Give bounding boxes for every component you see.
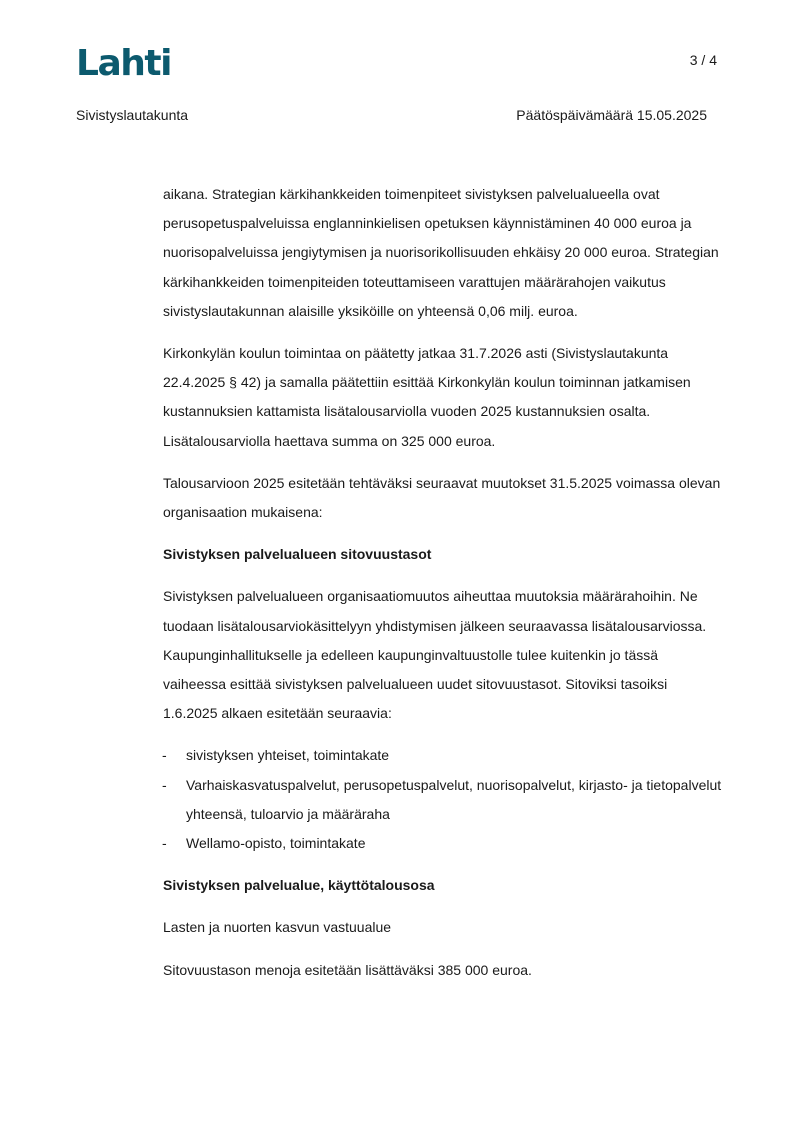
bullet-dash: - [162, 835, 167, 852]
bullet-dash: - [162, 776, 167, 793]
section-heading-operating-budget: Sivistyksen palvelualue, käyttötalousosa [163, 877, 435, 894]
paragraph-expense-increase: Sitovuustason menoja esitetään lisättäväksi 385 000 euroa. [163, 961, 532, 978]
paragraph-organization-change: Sivistyksen palvelualueen organisaatiomuutos aiheuttaa muutoksia määrärahoihin. Ne tuodaan lisätalousarviokäsittelyyn yhdistymisen jälkeen seuraavassa lisätalousarviossa. Kaupunginhallitukselle ja edelleen kaupunginvaltuustolle tulee kuitenkin jo tässä vaiheessa esittää sivistyksen palvelualueen uudet sitovuustasot. Sitoviksi tasoiksi 1.6.2025 alkaen esitetään seuraavia: [163, 588, 707, 722]
list-item [76, 771, 723, 829]
document-body [163, 180, 723, 998]
list-item-text: sivistyksen yhteiset, toimintakate [186, 747, 390, 764]
lahti-logo: Lahti [76, 43, 171, 84]
commitment-level-list [76, 741, 723, 858]
paragraph-kirkonkyla-school: Kirkonkylän koulun toimintaa on päätetty jatkaa 31.7.2026 asti (Sivistyslautakunta 22.4.2025 § 42) ja samalla päätettiin esittää Kirkonkylän koulun toiminnan jatkamisen kustannuksien kattamista lisätalousarviolla vuoden 2025 kustannuksien osalta. Lisätalousarviolla haettava summa on 325 000 euroa. [163, 345, 691, 449]
organization-name: Sivistyslautakunta [76, 107, 189, 123]
list-item [76, 829, 723, 858]
paragraph-strategy: aikana. Strategian kärkihankkeiden toimenpiteet sivistyksen palvelualueella ovat perusopetuspalveluissa englanninkielisen opetuksen käynnistäminen 40 000 euroa ja nuorisopalveluissa jengiytymisen ja nuorisorikollisuuden ehkäisy 20 000 euroa. Strategian kärkihankkeiden toimenpiteiden toteuttamiseen varattujen määrärahojen vaikutus sivistyslautakunnan alaisille yksiköille on yhteensä 0,06 milj. euroa. [163, 186, 719, 319]
bullet-dash: - [162, 747, 167, 764]
list-item-text: Varhaiskasvatuspalvelut, perusopetuspalvelut, nuorisopalvelut, kirjasto- ja tietopalvelut yhteensä, tuloarvio ja määräraha [186, 776, 722, 822]
section-heading-commitment-levels: Sivistyksen palvelualueen sitovuustasot [163, 546, 432, 563]
list-item [76, 741, 723, 770]
paragraph-budget-changes: Talousarvioon 2025 esitetään tehtäväksi seuraavat muutokset 31.5.2025 voimassa olevan organisaation mukaisena: [163, 474, 721, 521]
page-number: 3 / 4 [689, 52, 717, 68]
decision-date: Päätöspäivämäärä 15.05.2025 [516, 107, 707, 123]
list-item-text: Wellamo-opisto, toimintakate [186, 835, 366, 852]
paragraph-responsibility-area: Lasten ja nuorten kasvun vastuualue [163, 919, 392, 936]
